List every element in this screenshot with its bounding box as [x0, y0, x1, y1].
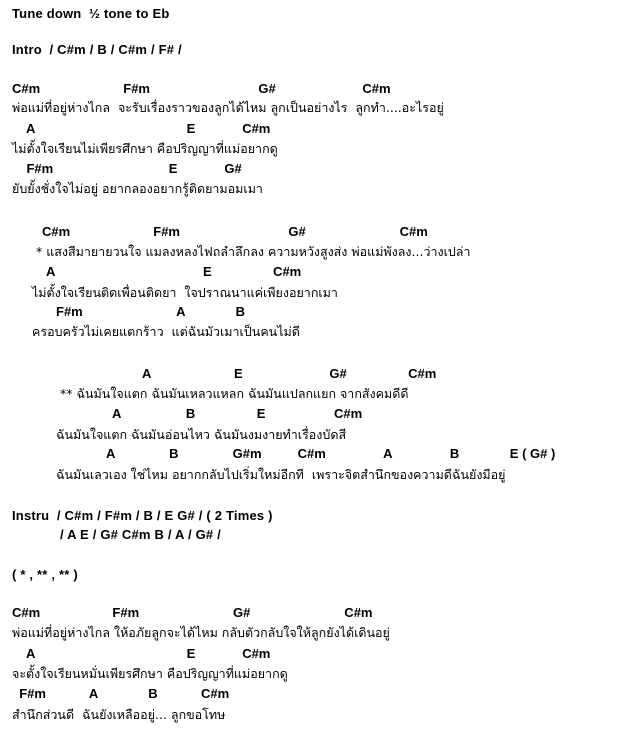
- repeat-marker: ( * , ** , ** ): [12, 567, 78, 582]
- verse3-lyric-2: จะตั้งใจเรียนหมั่นเพียรศึกษา คือปริญญาที่แม่อยากดู: [12, 666, 288, 681]
- verse2-chords-2: A E C#m: [46, 264, 302, 279]
- intro-chords: Intro / C#m / B / C#m / F# /: [12, 42, 182, 57]
- verse2-lyric-1: * แสงสีมายายวนใจ แมลงหลงไฟถลำลึกลง ความหวังสูงส่ง พ่อแม่พังลง...ว่างเปล่า: [36, 244, 471, 259]
- verse2-chords-3: F#m A B: [56, 304, 246, 319]
- verse2-lyric-2: ไม่ตั้งใจเรียนติดเพื่อนติดยา ใจปราณนาแค่เพียงอยากเมา: [32, 285, 338, 300]
- chorus-chords-3: A B G#m C#m A B E ( G# ): [106, 446, 556, 461]
- verse1-lyric-2: ไม่ตั้งใจเรียนไม่เพียรศึกษา คือปริญญาที่แม่อยากดู: [12, 141, 278, 156]
- chorus-lyric-2: ฉันมันใจแตก ฉันมันอ่อนไหว ฉันมันงมงายทำเรื่องบัดสี: [56, 427, 347, 442]
- verse3-chords-1: C#m F#m G# C#m: [12, 605, 373, 620]
- chorus-lyric-1: ** ฉันมันใจแตก ฉันมันเหลวแหลก ฉันมันแปลกแยก จากสังคมดีดี: [60, 386, 409, 401]
- chorus-chords-2: A B E C#m: [112, 406, 363, 421]
- verse1-chords-2: A E C#m: [12, 121, 271, 136]
- verse1-lyric-1: พ่อแม่ที่อยู่ห่างไกล จะรับเรื่องราวของลูกได้ไหม ลูกเป็นอย่างไร ลูกทำ....อะไรอยู่: [12, 100, 444, 115]
- verse3-chords-2: A E C#m: [12, 646, 271, 661]
- verse3-lyric-1: พ่อแม่ที่อยู่ห่างไกล ให้อภัยลูกจะได้ไหม กลับตัวกลับใจให้ลูกยังได้เดินอยู่: [12, 625, 390, 640]
- verse2-chords-1: C#m F#m G# C#m: [42, 224, 428, 239]
- instrumental-line-1: Instru / C#m / F#m / B / E G# / ( 2 Times ): [12, 508, 273, 523]
- verse1-chords-1: C#m F#m G# C#m: [12, 81, 391, 96]
- chorus-chords-1: A E G# C#m: [142, 366, 437, 381]
- tuning-note: Tune down ½ tone to Eb: [12, 6, 170, 21]
- verse2-lyric-3: ครอบครัวไม่เคยแตกร้าว แต่ฉันมัวเมาเป็นคนไม่ดี: [32, 324, 300, 339]
- verse3-lyric-3: สำนึกส่วนดี ฉันยังเหลืออยู่... ลูกขอโทษ: [12, 707, 226, 722]
- verse1-lyric-3: ยับยั้งชั่งใจไม่อยู่ อยากลองอยากรู้ติดยามอมเมา: [12, 181, 263, 196]
- verse3-chords-3: F#m A B C#m: [12, 686, 230, 701]
- instrumental-line-2: / A E / G# C#m B / A / G# /: [60, 527, 221, 542]
- verse1-chords-3: F#m E G#: [12, 161, 242, 176]
- chorus-lyric-3: ฉันมันเลวเอง ใช่ไหม อยากกลับไปเริ่มใหม่อีกที เพราะจิตสำนึกของความดีฉันยังมีอยู่: [56, 467, 506, 482]
